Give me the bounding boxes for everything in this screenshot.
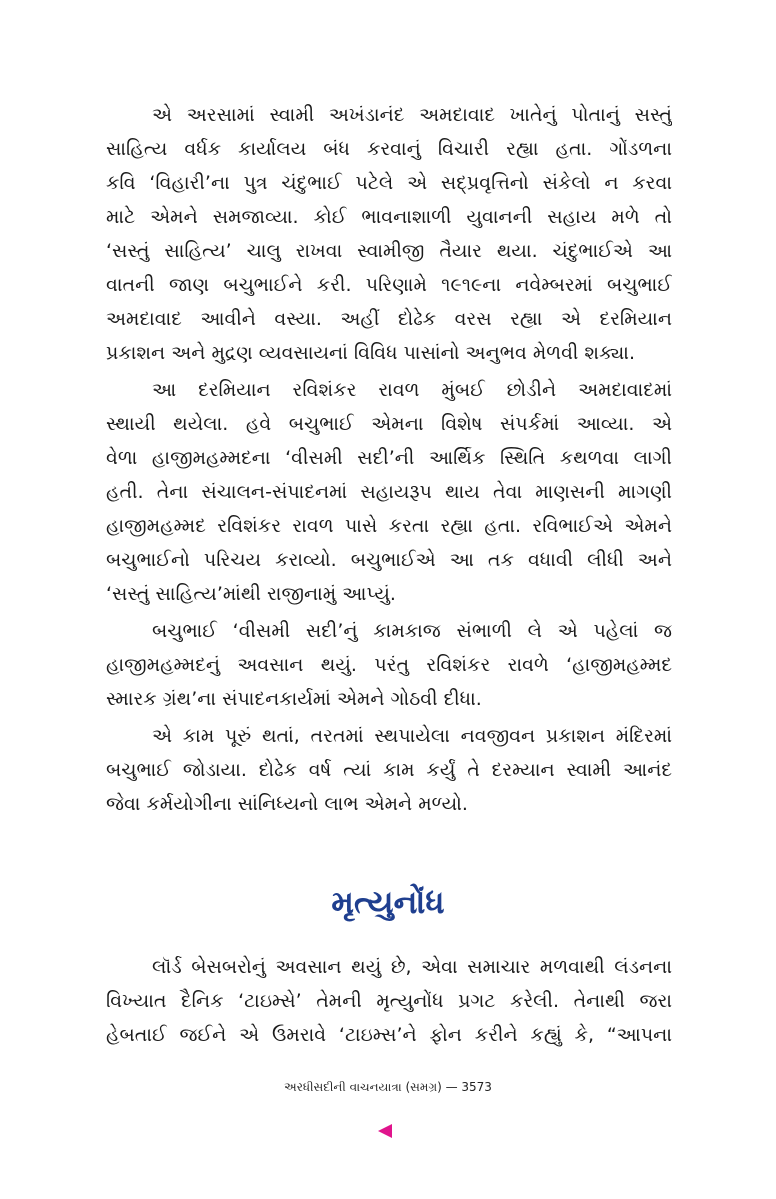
text-line: હાજીમહમ્મદનું અવસાન થયું. પરંતુ રવિશંકર રાવળે ‘હાજીમહમ્મદ (106, 654, 672, 676)
text-line: લૉર્ડ બેસબરોનું અવસાન થયું છે, એવા સમાચાર મળવાથી લંડનના (152, 956, 672, 978)
paragraph-3 (106, 614, 672, 716)
paragraph-1 (106, 98, 672, 370)
paragraph-4 (106, 719, 672, 821)
text-line: સ્થાયી થયેલા. હવે બચુભાઈ એમના વિશેષ સંપર્કમાં આવ્યા. એ (106, 413, 672, 435)
text-line: આ દરમિયાન રવિશંકર રાવળ મુંબઈ છોડીને અમદાવાદમાં (152, 379, 672, 401)
text-line: સ્મારક ગ્રંથ’ના સંપાદનકાર્યમાં એમને ગોઠવી દીધા. (106, 688, 482, 710)
text-line: હાજીમહમ્મદ રવિશંકર રાવળ પાસે કરતા રહ્યા હતા. રવિભાઈએ એમને (106, 515, 672, 537)
text-line: બચુભાઈનો પરિચય કરાવ્યો. બચુભાઈએ આ તક વધાવી લીધી અને (106, 549, 672, 571)
text-line: ‘સસ્તું સાહિત્ય’માંથી રાજીનામું આપ્યું. (106, 583, 396, 605)
text-line: વાતની જાણ બચુભાઈને કરી. પરિણામે ૧૯૧૯ના નવેમ્બરમાં બચુભાઈ (106, 274, 672, 296)
main-text (106, 98, 672, 824)
section-2-text (106, 950, 672, 1052)
left-triangle-icon (378, 1124, 392, 1138)
text-line: પ્રકાશન અને મુદ્રણ વ્યવસાયનાં વિવિધ પાસાંનો અનુભવ મેળવી શક્યા. (106, 342, 635, 364)
text-line: સાહિત્ય વર્ધક કાર્યાલય બંધ કરવાનું વિચારી રહ્યા હતા. ગોંડળના (106, 138, 672, 160)
text-line: હતી. તેના સંચાલન-સંપાદનમાં સહાયરૂપ થાય તેવા માણસની માગણી (106, 481, 672, 503)
text-line: બચુભાઈ જોડાયા. દોઢેક વર્ષ ત્યાં કામ કર્યું તે દરમ્યાન સ્વામી આનંદ (106, 759, 672, 781)
paragraph-2 (106, 373, 672, 611)
section-heading: મૃત્યુનોંધ (331, 883, 445, 921)
text-line: વેળા હાજીમહમ્મદના ‘વીસમી સદી’ની આર્થિક સ્થિતિ કથળવા લાગી (106, 447, 672, 469)
text-line: એ અરસામાં સ્વામી અખંડાનંદ અમદાવાદ ખાતેનું પોતાનું સસ્તું (152, 104, 672, 126)
text-line: ‘સસ્તું સાહિત્ય’ ચાલુ રાખવા સ્વામીજી તૈયાર થયા. ચંદુભાઈએ આ (106, 240, 672, 262)
text-line: હેબતાઈ જઈને એ ઉમરાવે ‘ટાઇમ્સ’ને ફોન કરીને કહ્યું કે, “આપના (106, 1024, 672, 1046)
text-line: વિખ્યાત દૈનિક ‘ટાઇમ્સે’ તેમની મૃત્યુનોંધ પ્રગટ કરેલી. તેનાથી જરા (106, 990, 672, 1012)
page-footer: અરધીસદીની વાચનયાત્રા (સમગ્ર) — 3573 (284, 1080, 492, 1094)
text-line: માટે એમને સમજાવ્યા. કોઈ ભાવનાશાળી યુવાનની સહાય મળે તો (106, 206, 672, 228)
text-line: એ કામ પૂરું થતાં, તરતમાં સ્થપાયેલા નવજીવન પ્રકાશન મંદિરમાં (152, 725, 672, 747)
text-line: અમદાવાદ આવીને વસ્યા. અહીં દોઢેક વરસ રહ્યા એ દરમિયાન (106, 308, 672, 330)
text-line: જેવા કર્મયોગીના સાંનિધ્યનો લાભ એમને મળ્યો. (106, 793, 468, 815)
text-line: કવિ ‘વિહારી’ના પુત્ર ચંદુભાઈ પટેલે એ સદ્પ્રવૃત્તિનો સંકેલો ન કરવા (106, 172, 672, 194)
text-line: બચુભાઈ ‘વીસમી સદી’નું કામકાજ સંભાળી લે એ પહેલાં જ (152, 620, 672, 642)
